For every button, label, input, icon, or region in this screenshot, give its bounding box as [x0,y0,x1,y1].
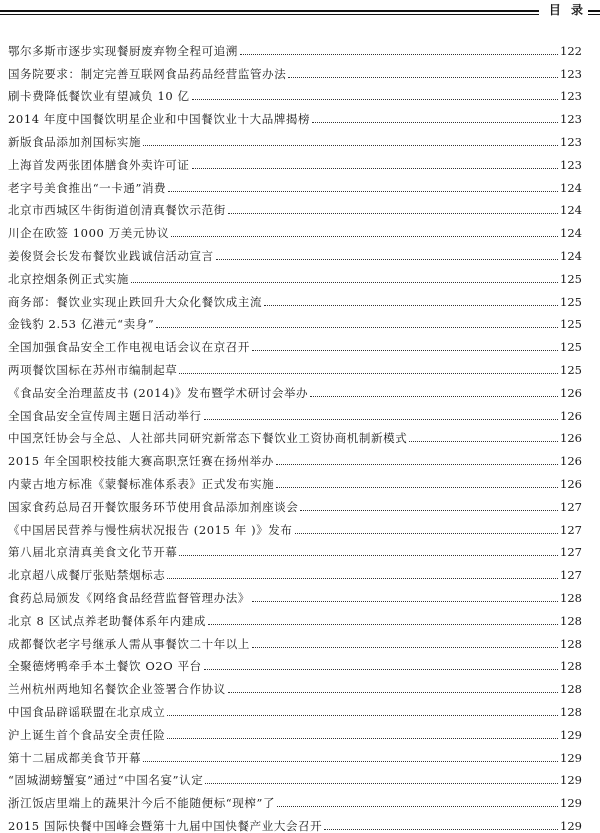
dot-leader [167,738,558,739]
toc-entry[interactable] [8,172,582,195]
toc-entry[interactable] [8,377,582,400]
toc-entry[interactable] [8,673,582,696]
toc-entry-page: 129 [560,796,582,811]
dot-leader [295,533,559,534]
toc-entry-title: 刷卡费降低餐饮业有望减负 10 亿 [8,89,190,104]
page-header [0,0,600,20]
dot-leader [264,305,558,306]
dot-leader [204,669,558,670]
toc-entry-page: 128 [560,659,582,674]
toc-entry[interactable] [8,58,582,81]
dot-leader [179,555,558,556]
toc-entry[interactable] [8,149,582,172]
toc-entry-title: 两项餐饮国标在苏州市编制起草 [8,362,178,377]
toc-entry-title: 第八届北京清真美食文化节开幕 [8,545,178,560]
toc-entry[interactable] [8,696,582,719]
dot-leader [409,441,558,442]
toc-entry-page: 128 [560,704,582,719]
toc-entry-page: 126 [560,476,582,491]
toc-entry[interactable] [8,559,582,582]
toc-entry-title: 全国加强食品安全工作电视电话会议在京召开 [8,340,250,355]
toc-entry-page: 125 [560,271,582,286]
dot-leader [277,806,558,807]
toc-entry-page: 128 [560,590,582,605]
toc-entry-title: 北京控烟条例正式实施 [8,271,129,286]
toc-entry-page: 129 [560,773,582,788]
dot-leader [252,601,558,602]
toc-entry-page: 124 [560,226,582,241]
dot-leader [179,373,558,374]
toc-entry-title: 鄂尔多斯市逐步实现餐厨废弃物全程可追溯 [8,43,238,58]
toc-entry-title: 2015 国际快餐中国峰会暨第十九届中国快餐产业大会召开 [8,818,323,833]
dot-leader [208,624,558,625]
dot-leader [228,213,558,214]
toc-entry-page: 126 [560,408,582,423]
dot-leader [252,350,558,351]
toc-entry[interactable] [8,195,582,218]
toc-entry-title: 兰州杭州两地知名餐饮企业签署合作协议 [8,682,226,697]
toc-entry[interactable] [8,582,582,605]
toc-entry-title: 内蒙古地方标准《蒙餐标准体系表》正式发布实施 [8,476,275,491]
toc-entry[interactable] [8,605,582,628]
toc-entry[interactable] [8,309,582,332]
toc-entry[interactable] [8,765,582,788]
toc-entry-page: 124 [560,248,582,263]
toc-entry-title: 北京 8 区试点养老助餐体系年内建成 [8,613,206,628]
toc-entry-title: 成都餐饮老字号继承人需从事餐饮二十年以上 [8,636,250,651]
dot-leader [143,145,558,146]
toc-entry-page: 123 [560,89,582,104]
toc-entry-title: 金钱豹 2.53 亿港元“卖身” [8,317,155,332]
header-rule [0,10,600,12]
toc-entry[interactable] [8,719,582,742]
toc-entry[interactable] [8,217,582,240]
toc-entry-title: 老字号美食推出“一卡通”消费 [8,180,167,195]
toc-entry[interactable] [8,240,582,263]
toc-entry[interactable] [8,263,582,286]
toc-entry[interactable] [8,651,582,674]
toc-entry-title: 2015 年全国职校技能大赛高职烹饪赛在扬州举办 [8,454,274,469]
dot-leader [143,761,558,762]
toc-entry-page: 126 [560,454,582,469]
dot-leader [240,54,558,55]
toc-entry-title: 上海首发两张团体膳食外卖许可证 [8,157,190,172]
dot-leader [167,715,558,716]
table-of-contents [8,35,582,833]
toc-entry-title: 全聚德烤鸭牵手本土餐饮 O2O 平台 [8,659,202,674]
toc-entry-title: 《食品安全治理蓝皮书 (2014)》发布暨学术研讨会举办 [8,385,309,400]
toc-entry-page: 123 [560,157,582,172]
toc-entry-title: 浙江饭店里端上的蔬果汁今后不能随便标“现榨”了 [8,796,276,811]
toc-entry-page: 125 [560,317,582,332]
toc-entry[interactable] [8,400,582,423]
toc-entry-title: 全国食品安全宣传周主题日活动举行 [8,408,202,423]
toc-entry[interactable] [8,423,582,446]
toc-entry-title: “固城湖螃蟹宴”通过“中国名宴”认定 [8,773,204,788]
toc-entry-page: 129 [560,750,582,765]
toc-entry[interactable] [8,787,582,810]
dot-leader [192,99,558,100]
dot-leader [168,191,558,192]
toc-entry-title: 商务部：餐饮业实现止跌回升大众化餐饮成主流 [8,294,263,309]
toc-entry[interactable] [8,286,582,309]
toc-entry-page: 127 [560,522,582,537]
toc-entry-page: 123 [560,134,582,149]
toc-entry-title: 北京超八成餐厅张贴禁烟标志 [8,568,166,583]
toc-entry-page: 122 [560,43,582,58]
toc-entry-page: 129 [560,818,582,833]
dot-leader [167,578,558,579]
toc-entry[interactable] [8,126,582,149]
toc-entry-title: 川企在欧签 1000 万美元协议 [8,226,170,241]
dot-leader [156,327,558,328]
toc-entry-page: 126 [560,431,582,446]
dot-leader [205,783,558,784]
toc-entry-page: 129 [560,727,582,742]
toc-entry-page: 123 [560,66,582,81]
dot-leader [216,259,558,260]
toc-entry-title: 第十二届成都美食节开幕 [8,750,142,765]
dot-leader [276,487,558,488]
toc-entry[interactable] [8,742,582,765]
toc-entry[interactable] [8,514,582,537]
toc-entry-title: 沪上诞生首个食品安全责任险 [8,727,166,742]
toc-entry-page: 128 [560,636,582,651]
dot-leader [300,510,558,511]
toc-entry-title: 2014 年度中国餐饮明星企业和中国餐饮业十大品牌揭榜 [8,112,311,127]
toc-entry-title: 北京市西城区牛街街道创清真餐饮示范街 [8,203,226,218]
toc-entry-title: 新版食品添加剂国标实施 [8,134,142,149]
dot-leader [131,282,558,283]
dot-leader [310,396,558,397]
dot-leader [228,692,558,693]
toc-entry[interactable] [8,537,582,560]
toc-entry[interactable] [8,445,582,468]
toc-entry-page: 125 [560,294,582,309]
toc-entry-title: 中国食品辟谣联盟在北京成立 [8,704,166,719]
toc-entry-title: 《中国居民营养与慢性病状况报告 (2015 年 )》发布 [8,522,293,537]
toc-entry-page: 124 [560,203,582,218]
toc-entry[interactable] [8,354,582,377]
header-title: 目 录 [539,0,588,20]
toc-entry-page: 126 [560,385,582,400]
dot-leader [324,829,558,830]
toc-entry-page: 124 [560,180,582,195]
toc-entry[interactable] [8,491,582,514]
toc-entry-page: 123 [560,112,582,127]
toc-entry[interactable] [8,103,582,126]
toc-entry-title: 食药总局颁发《网络食品经营监督管理办法》 [8,590,250,605]
toc-entry-title: 中国烹饪协会与全总、人社部共同研究新常态下餐饮业工资协商机制新模式 [8,431,408,446]
toc-entry[interactable] [8,468,582,491]
toc-entry-page: 127 [560,568,582,583]
toc-entry-page: 128 [560,682,582,697]
toc-entry-page: 127 [560,545,582,560]
header-rule-thin [0,14,600,15]
dot-leader [171,236,558,237]
dot-leader [204,419,558,420]
toc-entry[interactable] [8,35,582,58]
toc-entry[interactable] [8,628,582,651]
dot-leader [312,122,558,123]
dot-leader [276,464,558,465]
toc-entry-page: 128 [560,613,582,628]
toc-entry-page: 125 [560,340,582,355]
dot-leader [288,77,558,78]
toc-entry-title: 姜俊贤会长发布餐饮业践诚信活动宣言 [8,248,214,263]
toc-entry[interactable] [8,81,582,104]
toc-entry[interactable] [8,331,582,354]
toc-entry[interactable] [8,810,582,833]
toc-entry-title: 国务院要求：制定完善互联网食品药品经营监管办法 [8,66,287,81]
toc-entry-page: 127 [560,499,582,514]
toc-entry-title: 国家食药总局召开餐饮服务环节使用食品添加剂座谈会 [8,499,299,514]
dot-leader [192,168,559,169]
dot-leader [252,647,558,648]
toc-entry-page: 125 [560,362,582,377]
